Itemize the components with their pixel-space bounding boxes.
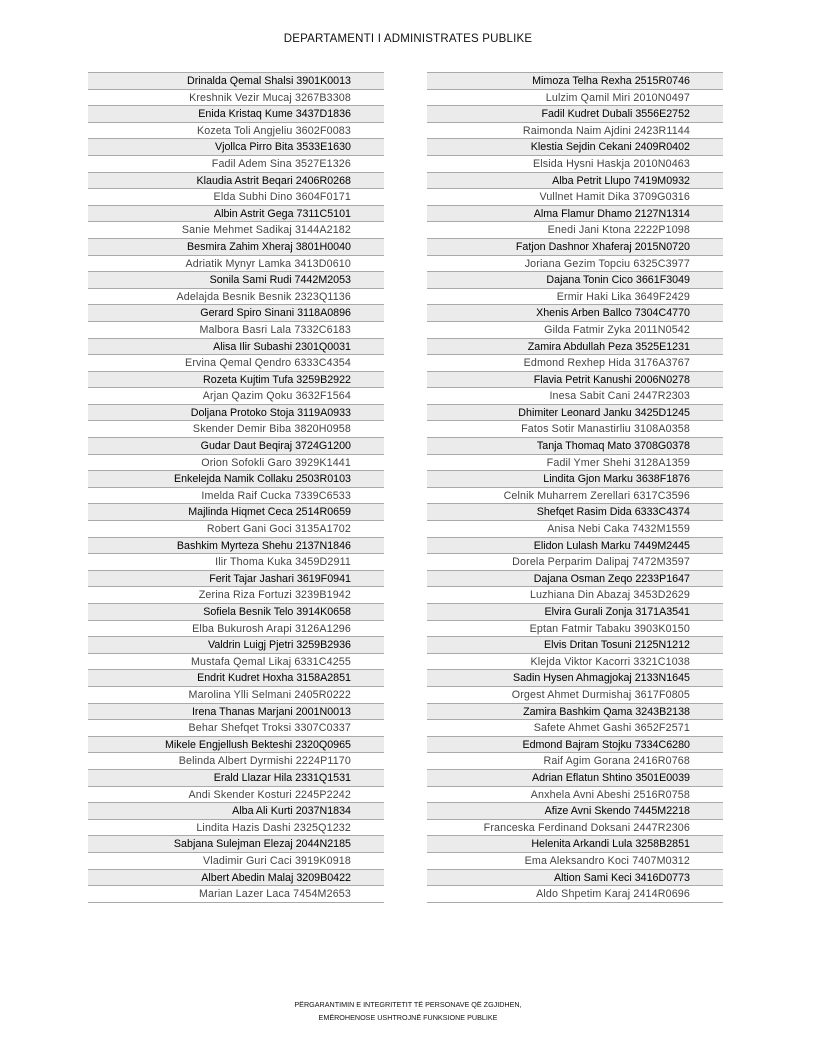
list-item: Robert Gani Goci 3135A1702 bbox=[88, 521, 384, 538]
list-item: Eptan Fatmir Tabaku 3903K0150 bbox=[427, 621, 723, 638]
list-item: Ervina Qemal Qendro 6333C4354 bbox=[88, 355, 384, 372]
list-item: Imelda Raif Cucka 7339C6533 bbox=[88, 488, 384, 505]
list-item: Elba Bukurosh Arapi 3126A1296 bbox=[88, 621, 384, 638]
list-item: Erald Llazar Hila 2331Q1531 bbox=[88, 770, 384, 787]
right-name-column bbox=[427, 72, 723, 903]
list-item: Sabjana Sulejman Elezaj 2044N2185 bbox=[88, 836, 384, 853]
list-item: Flavia Petrit Kanushi 2006N0278 bbox=[427, 372, 723, 389]
list-item: Shefqet Rasim Dida 6333C4374 bbox=[427, 504, 723, 521]
list-item: Kreshnik Vezir Mucaj 3267B3308 bbox=[88, 90, 384, 107]
list-item: Joriana Gezim Topciu 6325C3977 bbox=[427, 256, 723, 273]
list-item: Adriatik Mynyr Lamka 3413D0610 bbox=[88, 256, 384, 273]
list-item: Edmond Rexhep Hida 3176A3767 bbox=[427, 355, 723, 372]
list-item: Valdrin Luigj Pjetri 3259B2936 bbox=[88, 637, 384, 654]
list-item: Adrian Eflatun Shtino 3501E0039 bbox=[427, 770, 723, 787]
list-item: Safete Ahmet Gashi 3652F2571 bbox=[427, 720, 723, 737]
list-item: Celnik Muharrem Zerellari 6317C3596 bbox=[427, 488, 723, 505]
list-item: Doljana Protoko Stoja 3119A0933 bbox=[88, 405, 384, 422]
list-item: Klejda Viktor Kacorri 3321C1038 bbox=[427, 654, 723, 671]
list-item: Franceska Ferdinand Doksani 2447R2306 bbox=[427, 820, 723, 837]
list-item: Xhenis Arben Ballco 7304C4770 bbox=[427, 305, 723, 322]
list-item: Fatos Sotir Manastirliu 3108A0358 bbox=[427, 421, 723, 438]
list-item: Fadil Ymer Shehi 3128A1359 bbox=[427, 455, 723, 472]
list-item: Dajana Tonin Cico 3661F3049 bbox=[427, 272, 723, 289]
list-item: Albin Astrit Gega 7311C5101 bbox=[88, 206, 384, 223]
list-item: Skender Demir Biba 3820H0958 bbox=[88, 421, 384, 438]
list-item: Tanja Thomaq Mato 3708G0378 bbox=[427, 438, 723, 455]
list-item: Fadil Kudret Dubali 3556E2752 bbox=[427, 106, 723, 123]
list-item: Lindita Hazis Dashi 2325Q1232 bbox=[88, 820, 384, 837]
list-item: Zamira Abdullah Peza 3525E1231 bbox=[427, 339, 723, 356]
list-item: Inesa Sabit Cani 2447R2303 bbox=[427, 388, 723, 405]
list-item: Zamira Bashkim Qama 3243B2138 bbox=[427, 704, 723, 721]
list-item: Andi Skender Kosturi 2245P2242 bbox=[88, 787, 384, 804]
list-item: Vjollca Pirro Bita 3533E1630 bbox=[88, 139, 384, 156]
list-item: Alba Ali Kurti 2037N1834 bbox=[88, 803, 384, 820]
list-item: Lulzim Qamil Miri 2010N0497 bbox=[427, 90, 723, 107]
list-item: Enkelejda Namik Collaku 2503R0103 bbox=[88, 471, 384, 488]
page-footer bbox=[0, 998, 816, 1024]
list-item: Altion Sami Keci 3416D0773 bbox=[427, 870, 723, 887]
list-item: Majlinda Hiqmet Ceca 2514R0659 bbox=[88, 504, 384, 521]
list-item: Orion Sofokli Garo 3929K1441 bbox=[88, 455, 384, 472]
footer-line-1: PËRGARANTIMIN E INTEGRITETIT TË PERSONAVE QË ZGJIDHEN, bbox=[294, 1000, 522, 1009]
list-item: Kozeta Toli Angjeliu 3602F0083 bbox=[88, 123, 384, 140]
list-item: Zerina Riza Fortuzi 3239B1942 bbox=[88, 587, 384, 604]
list-item: Bashkim Myrteza Shehu 2137N1846 bbox=[88, 538, 384, 555]
list-item: Ema Aleksandro Koci 7407M0312 bbox=[427, 853, 723, 870]
list-item: Belinda Albert Dyrmishi 2224P1170 bbox=[88, 753, 384, 770]
list-item: Vladimir Guri Caci 3919K0918 bbox=[88, 853, 384, 870]
list-item: Helenita Arkandi Lula 3258B2851 bbox=[427, 836, 723, 853]
list-item: Gerard Spiro Sinani 3118A0896 bbox=[88, 305, 384, 322]
list-item: Ilir Thoma Kuka 3459D2911 bbox=[88, 554, 384, 571]
list-item: Fadil Adem Sina 3527E1326 bbox=[88, 156, 384, 173]
list-item: Luzhiana Din Abazaj 3453D2629 bbox=[427, 587, 723, 604]
list-item: Raimonda Naim Ajdini 2423R1144 bbox=[427, 123, 723, 140]
list-item: Sonila Sami Rudi 7442M2053 bbox=[88, 272, 384, 289]
list-item: Dajana Osman Zeqo 2233P1647 bbox=[427, 571, 723, 588]
list-item: Malbora Basri Lala 7332C6183 bbox=[88, 322, 384, 339]
list-item: Klaudia Astrit Beqari 2406R0268 bbox=[88, 173, 384, 190]
list-item: Alba Petrit Llupo 7419M0932 bbox=[427, 173, 723, 190]
list-item: Irena Thanas Marjani 2001N0013 bbox=[88, 704, 384, 721]
list-item: Elsida Hysni Haskja 2010N0463 bbox=[427, 156, 723, 173]
list-item: Anxhela Avni Abeshi 2516R0758 bbox=[427, 787, 723, 804]
list-item: Drinalda Qemal Shalsi 3901K0013 bbox=[88, 73, 384, 90]
list-item: Fatjon Dashnor Xhaferaj 2015N0720 bbox=[427, 239, 723, 256]
list-item: Aldo Shpetim Karaj 2414R0696 bbox=[427, 886, 723, 903]
list-item: Mimoza Telha Rexha 2515R0746 bbox=[427, 73, 723, 90]
list-item: Marian Lazer Laca 7454M2653 bbox=[88, 886, 384, 903]
list-item: Vullnet Hamit Dika 3709G0316 bbox=[427, 189, 723, 206]
list-item: Marolina Ylli Selmani 2405R0222 bbox=[88, 687, 384, 704]
list-item: Enedi Jani Ktona 2222P1098 bbox=[427, 222, 723, 239]
list-item: Enida Kristaq Kume 3437D1836 bbox=[88, 106, 384, 123]
list-item: Mustafa Qemal Likaj 6331C4255 bbox=[88, 654, 384, 671]
footer-line-2: EMËROHENOSE USHTROJNË FUNKSIONE PUBLIKE bbox=[318, 1013, 498, 1022]
list-item: Gilda Fatmir Zyka 2011N0542 bbox=[427, 322, 723, 339]
list-item: Anisa Nebi Caka 7432M1559 bbox=[427, 521, 723, 538]
list-item: Adelajda Besnik Besnik 2323Q1136 bbox=[88, 289, 384, 306]
list-item: Endrit Kudret Hoxha 3158A2851 bbox=[88, 670, 384, 687]
list-item: Sanie Mehmet Sadikaj 3144A2182 bbox=[88, 222, 384, 239]
list-item: Albert Abedin Malaj 3209B0422 bbox=[88, 870, 384, 887]
list-item: Lindita Gjon Marku 3638F1876 bbox=[427, 471, 723, 488]
list-item: Elda Subhi Dino 3604F0171 bbox=[88, 189, 384, 206]
list-item: Ferit Tajar Jashari 3619F0941 bbox=[88, 571, 384, 588]
list-item: Sofiela Besnik Telo 3914K0658 bbox=[88, 604, 384, 621]
left-name-column bbox=[88, 72, 384, 903]
list-item: Arjan Qazim Qoku 3632F1564 bbox=[88, 388, 384, 405]
list-item: Afize Avni Skendo 7445M2218 bbox=[427, 803, 723, 820]
list-item: Elidon Lulash Marku 7449M2445 bbox=[427, 538, 723, 555]
list-item: Mikele Engjellush Bekteshi 2320Q0965 bbox=[88, 737, 384, 754]
list-item: Rozeta Kujtim Tufa 3259B2922 bbox=[88, 372, 384, 389]
list-item: Ermir Haki Lika 3649F2429 bbox=[427, 289, 723, 306]
list-item: Dorela Perparim Dalipaj 7472M3597 bbox=[427, 554, 723, 571]
list-item: Orgest Ahmet Durmishaj 3617F0805 bbox=[427, 687, 723, 704]
list-item: Behar Shefqet Troksi 3307C0337 bbox=[88, 720, 384, 737]
list-item: Edmond Bajram Stojku 7334C6280 bbox=[427, 737, 723, 754]
list-item: Gudar Daut Beqiraj 3724G1200 bbox=[88, 438, 384, 455]
list-item: Alma Flamur Dhamo 2127N1314 bbox=[427, 206, 723, 223]
list-item: Dhimiter Leonard Janku 3425D1245 bbox=[427, 405, 723, 422]
list-item: Klestia Sejdin Cekani 2409R0402 bbox=[427, 139, 723, 156]
list-item: Elvira Gurali Zonja 3171A3541 bbox=[427, 604, 723, 621]
list-item: Sadin Hysen Ahmagjokaj 2133N1645 bbox=[427, 670, 723, 687]
list-item: Raif Agim Gorana 2416R0768 bbox=[427, 753, 723, 770]
list-item: Besmira Zahim Xheraj 3801H0040 bbox=[88, 239, 384, 256]
page-title: DEPARTAMENTI I ADMINISTRATES PUBLIKE bbox=[283, 33, 533, 45]
list-item: Alisa Ilir Subashi 2301Q0031 bbox=[88, 339, 384, 356]
list-item: Elvis Dritan Tosuni 2125N1212 bbox=[427, 637, 723, 654]
